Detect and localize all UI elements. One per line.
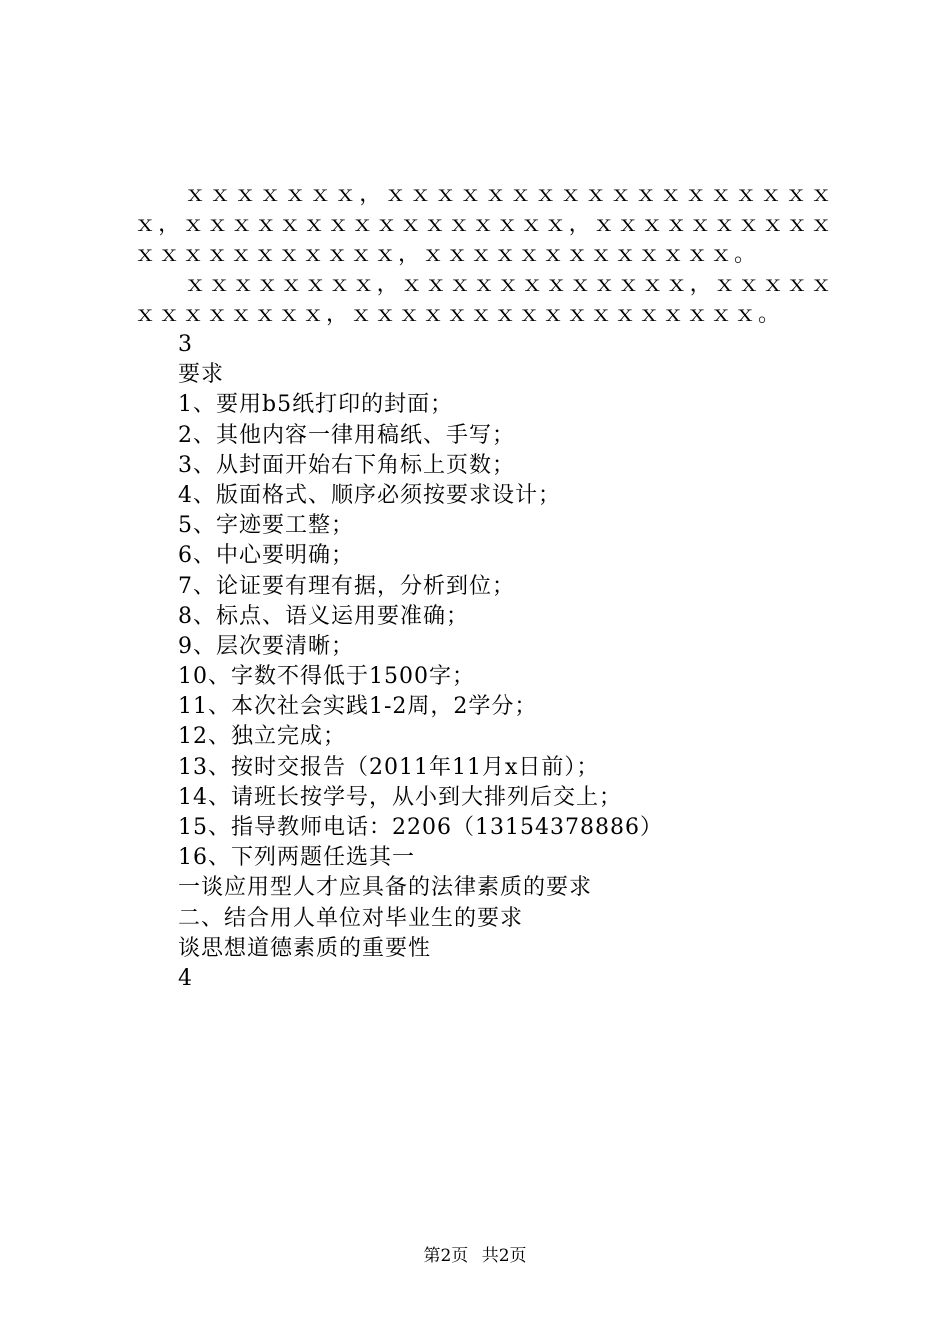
page-footer xyxy=(0,1244,950,1268)
requirement-item: 7、论证要有理有据，分析到位； xyxy=(178,573,515,599)
requirements-list xyxy=(178,330,878,994)
requirement-item: 6、中心要明确； xyxy=(178,543,354,569)
requirement-item: 5、字迹要工整； xyxy=(178,513,354,539)
page-number-marker: 3 xyxy=(178,332,193,357)
requirement-item: 16、下列两题任选其一 xyxy=(178,845,415,871)
requirement-item: 14、请班长按学号，从小到大排列后交上； xyxy=(178,784,622,810)
requirement-item: 9、层次要清晰； xyxy=(178,633,354,659)
page-number-marker: 4 xyxy=(178,965,193,991)
requirement-item: 3、从封面开始右下角标上页数； xyxy=(178,452,515,478)
section-heading: 要求 xyxy=(178,362,225,388)
topic-option: 二、结合用人单位对毕业生的要求 xyxy=(178,905,524,931)
requirement-item: 10、字数不得低于1500字； xyxy=(178,664,475,690)
topic-option: 一谈应用型人才应具备的法律素质的要求 xyxy=(178,875,593,901)
requirement-item: 4、版面格式、顺序必须按要求设计； xyxy=(178,482,561,508)
requirement-item: 1、要用b5纸打印的封面； xyxy=(178,392,454,418)
requirement-item: 11、本次社会实践1-2周，2学分； xyxy=(178,694,538,720)
requirement-item: 13、按时交报告（2011年11月x日前）； xyxy=(178,754,600,780)
requirement-item: 2、其他内容一律用稿纸、手写； xyxy=(178,422,515,448)
footer-page-total: 共2页 xyxy=(481,1246,527,1266)
footer-page-number: 第2页 xyxy=(423,1246,469,1266)
body-paragraph-2: ｘｘｘｘｘｘｘｘ，ｘｘｘｘｘｘｘｘｘｘｘｘ，ｘｘｘｘｘｘｘｘｘｘｘｘｘ，ｘｘｘｘｘｘｘｘｘｘｘｘｘｘｘｘｘ。 xyxy=(134,272,834,327)
topic-option: 谈思想道德素质的重要性 xyxy=(178,935,432,961)
requirement-item: 8、标点、语义运用要准确； xyxy=(178,603,469,629)
requirement-item: 15、指导教师电话：2206（13154378886） xyxy=(178,815,663,840)
body-paragraph-1: ｘｘｘｘｘｘｘ，ｘｘｘｘｘｘｘｘｘｘｘｘｘｘｘｘｘｘｘ，ｘｘｘｘｘｘｘｘｘｘｘｘｘｘｘｘ，ｘｘｘｘｘｘｘｘｘｘｘｘｘｘｘｘｘｘｘｘｘ，ｘｘｘｘｘｘｘｘｘｘｘｘｘ。 xyxy=(134,182,834,267)
requirement-item: 12、独立完成； xyxy=(178,724,346,750)
